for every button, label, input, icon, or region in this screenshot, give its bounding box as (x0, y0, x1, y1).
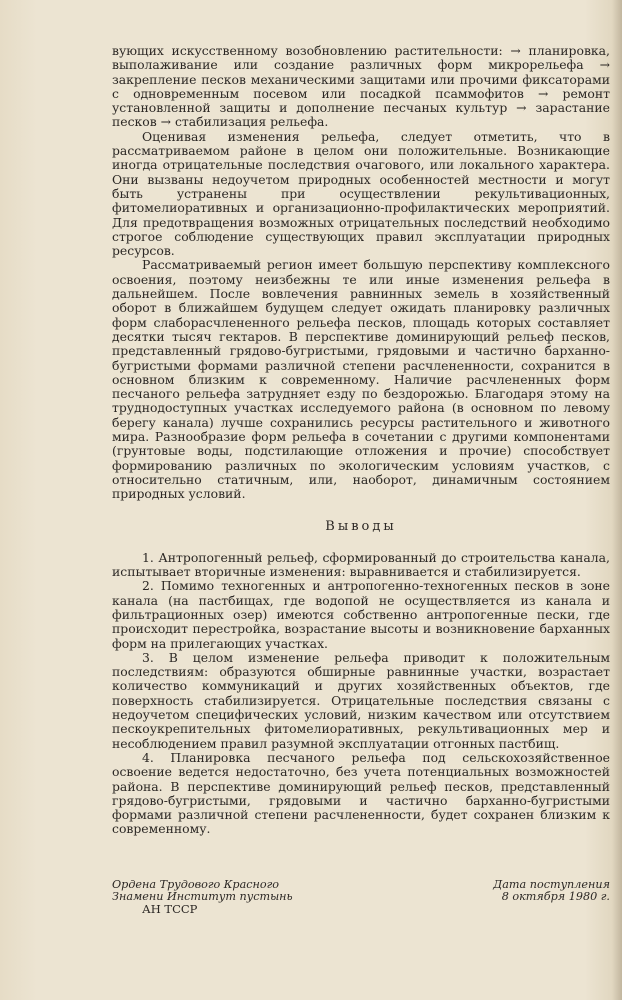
conclusion-item-2: 2. Помимо техногенных и антропогенно-техногенных песков в зоне канала (на пастбищах, где водопой не осуществляется из канала и фильтрационных озер) имеются собственно антропогенные пески, где происходит перестройка, возрастание высоты и возникновение барханных форм на прилегающих участках. (112, 578, 610, 651)
received-date (480, 879, 610, 903)
intro-paragraph-2: Оценивая изменения рельефа, следует отметить, что в рассматриваемом районе в целом они положительные. Возникающие иногда отрицательные последствия очагового, или локального характера. Они вызваны недоучетом природных особенностей местности и могут быть устранены при осуществлении рекультивационных, фитомелиоративных и организационно-профилактических мероприятий. Для предотвращения возможных отрицательных последствий необходимо строгое соблюдение существующих правил эксплуатации природных ресурсов. (112, 128, 610, 259)
affiliation-line-3: АН ТССР (142, 902, 198, 916)
page-edge-shadow (612, 0, 622, 1000)
conclusion-item-3: 3. В целом изменение рельефа приводит к положительным последствиям: образуются обширные равнинные участки, возрастает количество коммуникаций и других хозяйственных объектов, где поверхность стабилизируется. Отрицательные последствия связаны с недоучетом специфических условий, низким качеством или отсутствием пескоукрепительных фитомелиоративных, рекультивационных мер и несоблюдением правил разумной эксплуатации отгонных пастбищ. (112, 649, 610, 751)
intro-paragraph-3: Рассматриваемый регион имеет большую перспективу комплексного освоения, поэтому неизбежны те или иные изменения рельефа в дальнейшем. После вовлечения равнинных земель в хозяйственный оборот в ближайшем будущем следует ожидать планировку различных форм слаборасчлененного рельефа песков, площадь которых составляет десятки тысяч гектаров. В перспективе доминирующий рельеф песков, представленный грядово-бугристыми, грядовыми и частично барханно-бугристыми формами различной степени расчлененности, сохранится в основном близким к современному. Наличие расчлененных форм песчаного рельефа затрудняет езду по бездорожью. Благодаря этому на труднодоступных участках исследуемого района (в основном по левому берегу канала) лучше сохранились ресурсы растительного и животного мира. Разнообразие форм рельефа в сочетании с другими компонентами (грунтовые воды, подстилающие отложения и прочие) способствует формированию различных по экологическим условиям участков, с относительно статичным, или, наоборот, динамичным состоянием природных условий. (112, 257, 610, 502)
affiliation-line-2: Знамени Институт пустынь (112, 890, 293, 903)
conclusion-item-4: 4. Планировка песчаного рельефа под сельскохозяйственное освоение ведется недостаточно, без учета потенциальных возможностей района. В перспективе доминирующий рельеф песков, представленный грядово-бугристыми, грядовыми и частично барханно-бугристыми формами различной степени расчлененности, будет сохранен близким к современному. (112, 749, 610, 837)
intro-paragraph-1: вующих искусственному возобновлению растительности: → планировка, выполаживание или создание различных форм микрорельефа → закрепление песков механическими защитами или прочими фиксаторами с одновременным посевом или посадкой псаммофитов → ремонт установленной защиты и дополнение песчаных культур → зарастание песков → стабилизация рельефа. (112, 43, 610, 130)
conclusion-item-1: 1. Антропогенный рельеф, сформированный до строительства канала, испытывает вторичные изменения: выравнивается и стабилизируется. (112, 549, 610, 580)
received-label: Дата поступления (493, 878, 610, 891)
received-value: 8 октября 1980 г. (501, 890, 610, 903)
article-body (112, 44, 610, 837)
conclusions-heading: Выводы (325, 518, 397, 534)
affiliation-line-1: Ордена Трудового Красного (112, 878, 280, 891)
conclusions-list (112, 551, 610, 837)
affiliation (112, 879, 332, 915)
